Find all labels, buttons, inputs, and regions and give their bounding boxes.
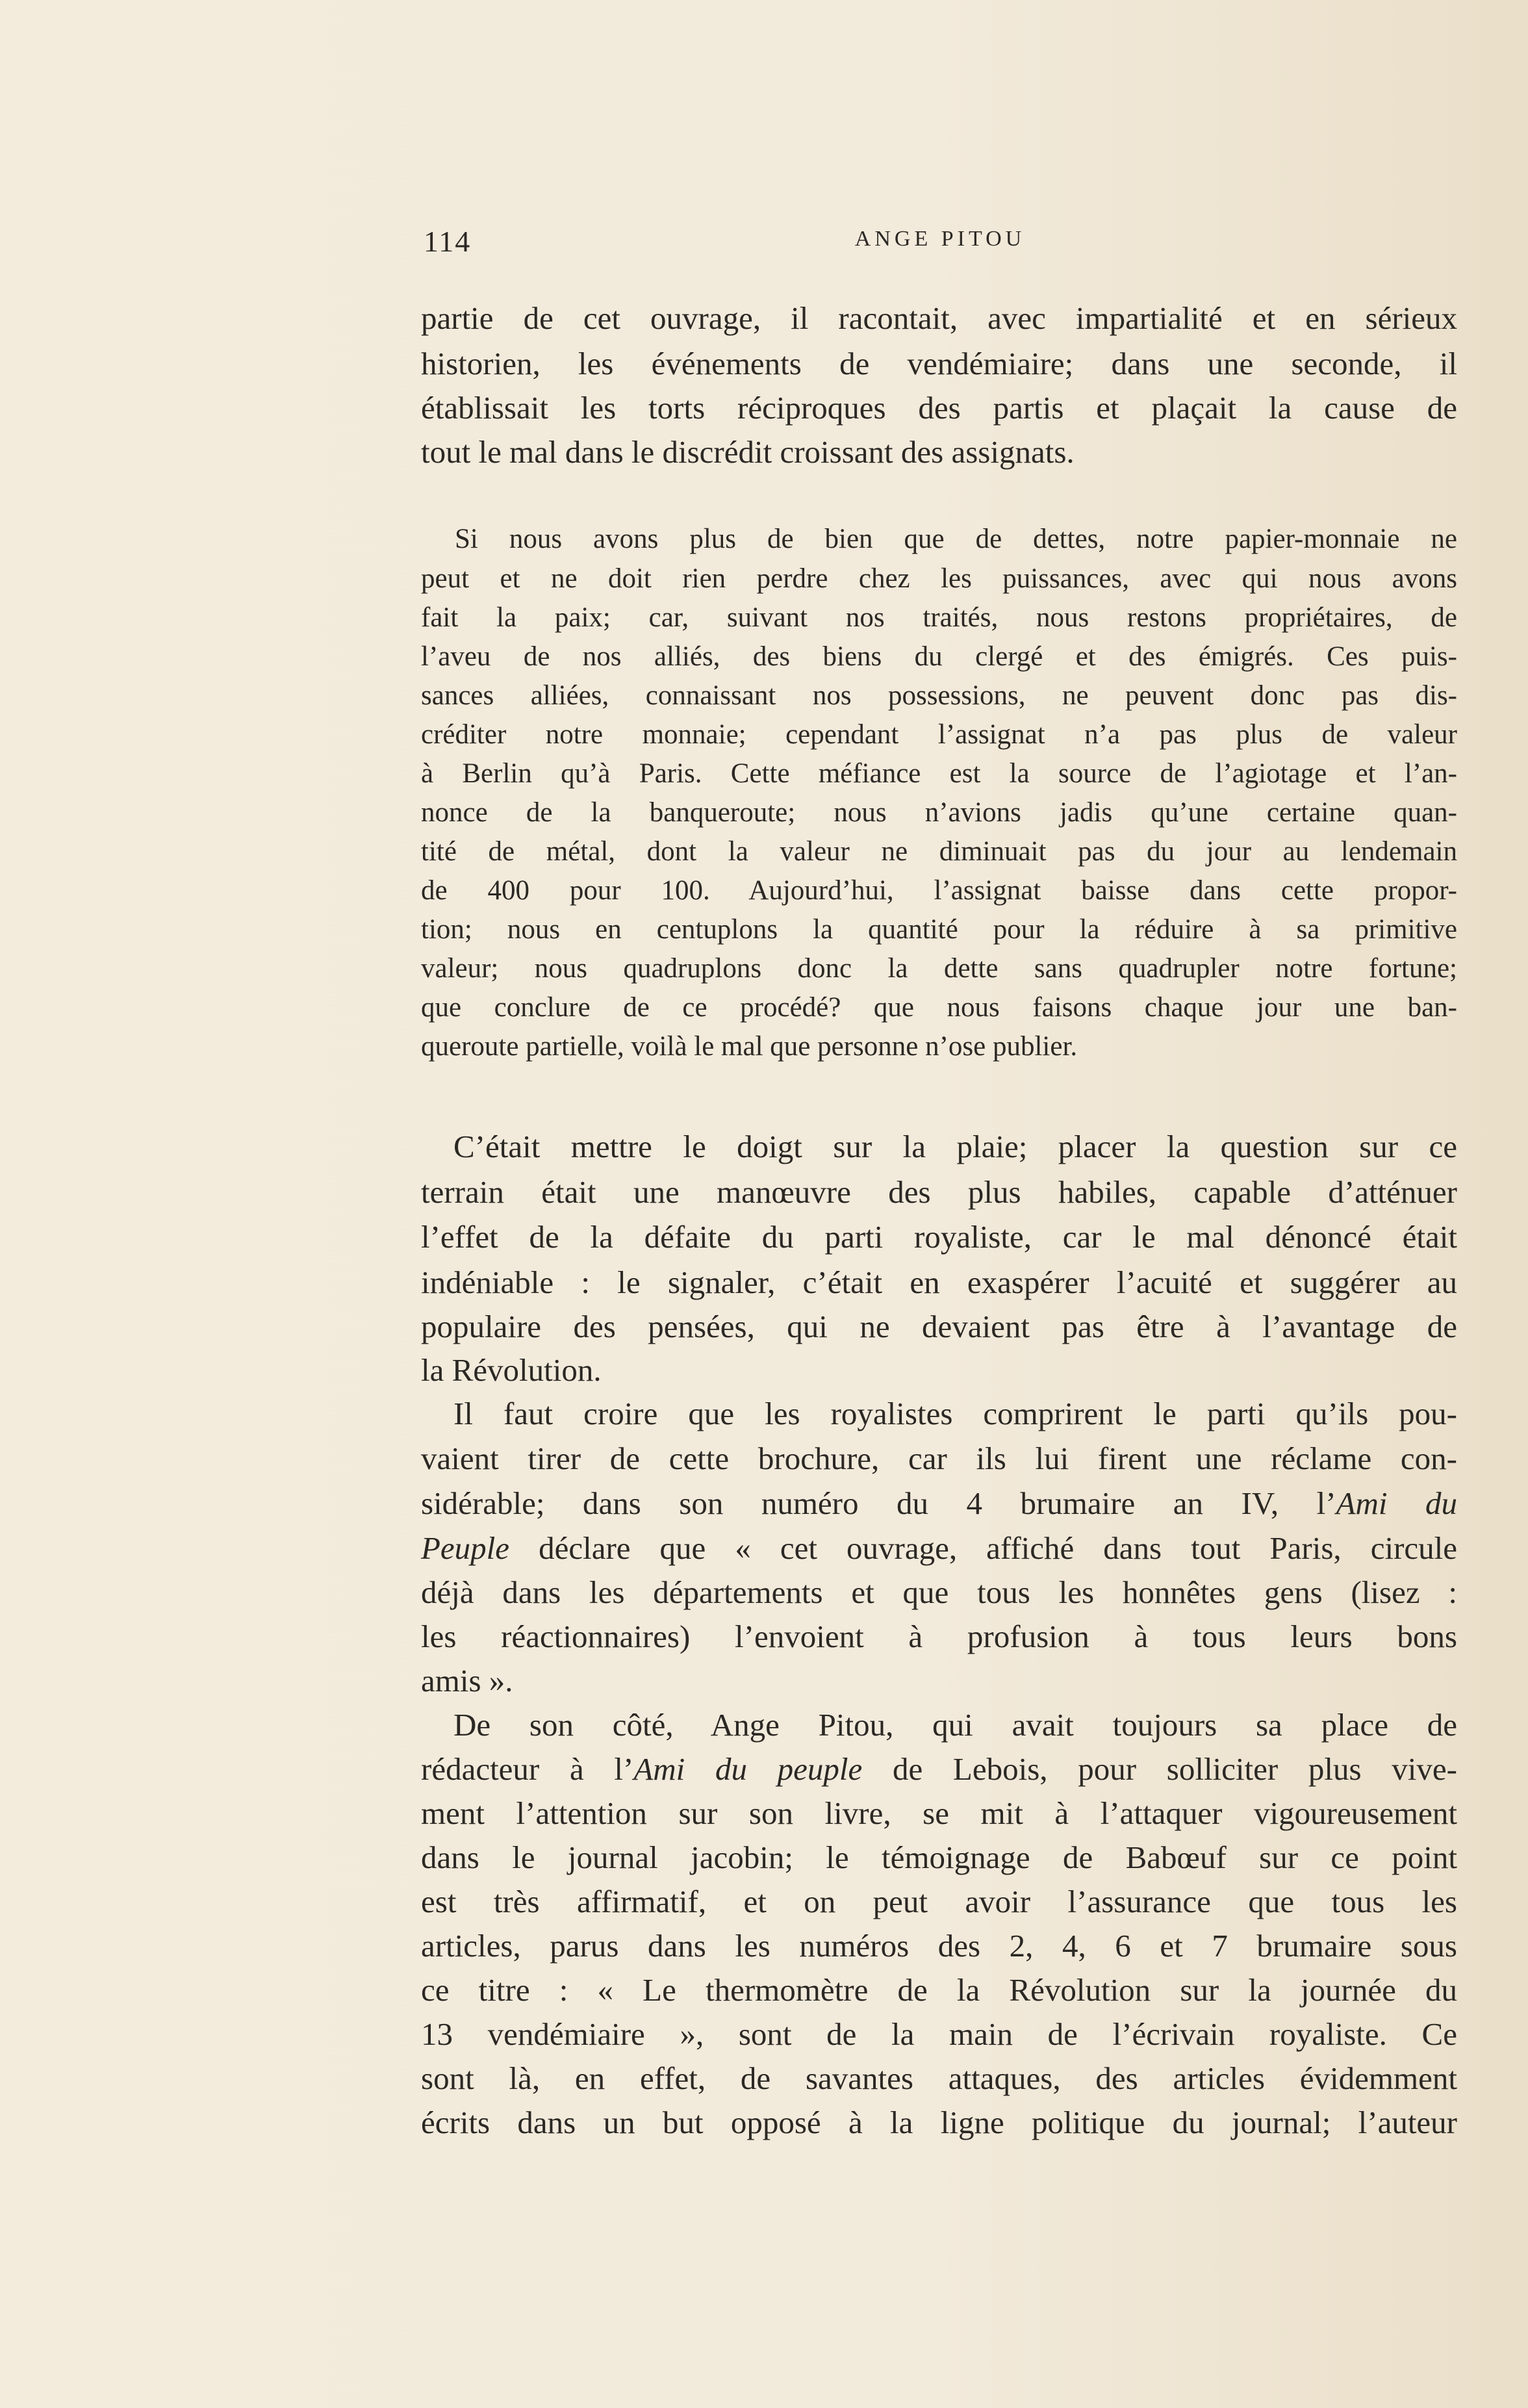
paragraph-4-line: De son côté, Ange Pitou, qui avait toujours sa place de — [453, 1707, 1457, 1743]
paragraph-3-line: amis ». — [421, 1663, 513, 1698]
quote-line: créditer notre monnaie; cependant l’assignat n’a pas plus de valeur — [421, 719, 1457, 750]
quote-line: queroute partielle, voilà le mal que personne n’ose publier. — [421, 1031, 1078, 1062]
quote-line: tion; nous en centuplons la quantité pour la réduire à sa primitive — [421, 914, 1457, 945]
paragraph-4-line: écrits dans un but opposé à la ligne politique du journal; l’auteur — [421, 2105, 1457, 2140]
paragraph-1-line: tout le mal dans le discrédit croissant des assignats. — [421, 434, 1075, 470]
quote-line: Si nous avons plus de bien que de dettes, notre papier-monnaie ne — [455, 524, 1457, 554]
journal-title: Ami du peuple — [633, 1751, 863, 1787]
paragraph-2-line: la Révolution. — [421, 1352, 602, 1388]
running-title: ANGE PITOU — [854, 227, 1026, 251]
paragraph-3-text: déclare que « cet ouvrage, affiché dans tout Paris, circule — [509, 1530, 1457, 1566]
paragraph-3-text: sidérable; dans son numéro du 4 brumaire an IV, l’ — [421, 1485, 1336, 1521]
paragraph-4-line: articles, parus dans les numéros des 2, 4, 6 et 7 brumaire sous — [421, 1928, 1457, 1964]
paragraph-2-line: populaire des pensées, qui ne devaient pas être à l’avantage de — [421, 1309, 1457, 1344]
journal-title: Ami du — [1336, 1485, 1457, 1521]
paragraph-4-line: est très affirmatif, et on peut avoir l’assurance que tous les — [421, 1884, 1457, 1919]
quote-line: que conclure de ce procédé? que nous faisons chaque jour une ban- — [421, 992, 1457, 1023]
paragraph-4-text: de Lebois, pour solliciter plus vive- — [862, 1751, 1457, 1787]
quote-line: nonce de la banqueroute; nous n’avions jadis qu’une certaine quan- — [421, 797, 1457, 828]
quote-line: de 400 pour 100. Aujourd’hui, l’assignat baisse dans cette propor- — [421, 875, 1457, 906]
paragraph-3-line: Il faut croire que les royalistes comprirent le parti qu’ils pou- — [453, 1396, 1457, 1431]
paragraph-1-line: partie de cet ouvrage, il racontait, avec impartialité et en sérieux — [421, 300, 1457, 336]
paragraph-2-line: terrain était une manœuvre des plus habiles, capable d’atténuer — [421, 1174, 1457, 1210]
paragraph-4-line — [421, 1747, 1457, 1792]
paragraph-4-line: sont là, en effet, de savantes attaques, des articles évidemment — [421, 2060, 1457, 2096]
paragraph-2-line: indéniable : le signaler, c’était en exaspérer l’acuité et suggérer au — [421, 1264, 1457, 1300]
quote-line: sances alliées, connaissant nos possessions, ne peuvent donc pas dis- — [421, 680, 1457, 711]
paragraph-4-line: ment l’attention sur son livre, se mit à l’attaquer vigoureusement — [421, 1795, 1457, 1831]
paragraph-3-line — [421, 1526, 1457, 1571]
paragraph-4-line: 13 vendémiaire », sont de la main de l’écrivain royaliste. Ce — [421, 2016, 1457, 2052]
page-number: 114 — [424, 225, 472, 258]
paragraph-4-line: ce titre : « Le thermomètre de la Révolution sur la journée du — [421, 1972, 1457, 2008]
paragraph-3-line: les réactionnaires) l’envoient à profusion à tous leurs bons — [421, 1619, 1457, 1654]
paragraph-2-line: C’était mettre le doigt sur la plaie; placer la question sur ce — [453, 1129, 1457, 1164]
quote-line: peut et ne doit rien perdre chez les puissances, avec qui nous avons — [421, 563, 1457, 594]
quote-line: l’aveu de nos alliés, des biens du clergé et des émigrés. Ces puis- — [421, 641, 1457, 672]
page-header — [424, 224, 1457, 263]
quote-line: à Berlin qu’à Paris. Cette méfiance est la source de l’agiotage et l’an- — [421, 758, 1457, 789]
journal-title: Peuple — [421, 1530, 510, 1566]
paragraph-3-line: vaient tirer de cette brochure, car ils lui firent une réclame con- — [421, 1441, 1457, 1476]
paragraph-3-line: déjà dans les départements et que tous les honnêtes gens (lisez : — [421, 1574, 1457, 1610]
quote-line: tité de métal, dont la valeur ne diminuait pas du jour au lendemain — [421, 836, 1457, 867]
paragraph-4-text: rédacteur à l’ — [421, 1751, 634, 1787]
paragraph-1-line: historien, les événements de vendémiaire; dans une seconde, il — [421, 346, 1457, 381]
paragraph-3-line — [421, 1481, 1457, 1526]
paragraph-4-line: dans le journal jacobin; le témoignage de Babœuf sur ce point — [421, 1839, 1457, 1875]
quote-line: fait la paix; car, suivant nos traités, nous restons propriétaires, de — [421, 602, 1457, 633]
quote-line: valeur; nous quadruplons donc la dette sans quadrupler notre fortune; — [421, 953, 1457, 984]
paragraph-2-line: l’effet de la défaite du parti royaliste, car le mal dénoncé était — [421, 1219, 1457, 1255]
paragraph-1-line: établissait les torts réciproques des partis et plaçait la cause de — [421, 390, 1457, 426]
